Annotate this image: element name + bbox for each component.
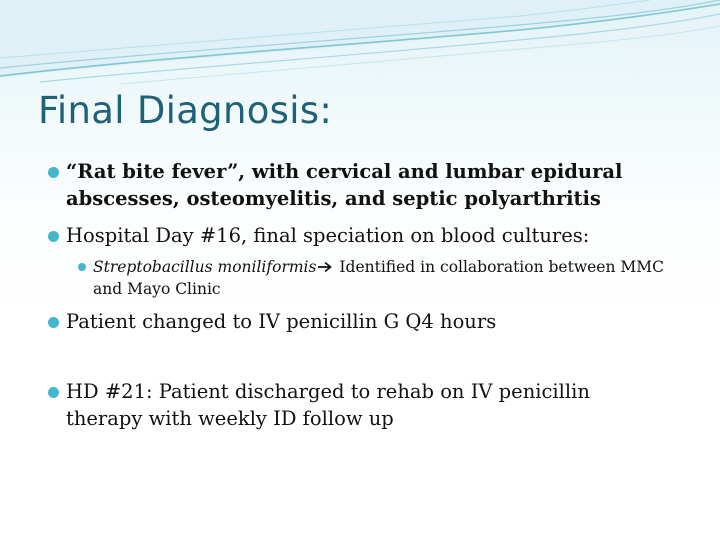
arrow-right-icon xyxy=(317,261,333,273)
organism-name: Streptobacillus moniliformis xyxy=(93,258,317,276)
bullet-dot-icon xyxy=(48,317,59,328)
bullet-text: “Rat bite fever”, with cervical and lumbar epidural abscesses, osteomyelitis, and septic polyarthritis xyxy=(66,160,623,210)
identification-note: Identified in collaboration between MMC and Mayo Clinic xyxy=(93,258,664,298)
bullet-dot-icon xyxy=(48,231,59,242)
bullet-dot-icon xyxy=(78,263,86,271)
bullet-text: Patient changed to IV penicillin G Q4 hours xyxy=(66,310,497,333)
bullet-text: HD #21: Patient discharged to rehab on IV penicillin therapy with weekly ID follow up xyxy=(66,380,590,430)
bullet-dot-icon xyxy=(48,167,59,178)
sub-bullet-item xyxy=(78,256,678,300)
bullet-item xyxy=(48,158,688,212)
bullet-item xyxy=(48,378,648,432)
bullet-item xyxy=(48,308,688,335)
bullet-text: Hospital Day #16, final speciation on blood cultures: xyxy=(66,224,590,247)
bullet-item xyxy=(48,222,688,249)
slide-title: Final Diagnosis: xyxy=(38,89,333,132)
bullet-dot-icon xyxy=(48,387,59,398)
sub-bullet-text xyxy=(78,256,678,300)
